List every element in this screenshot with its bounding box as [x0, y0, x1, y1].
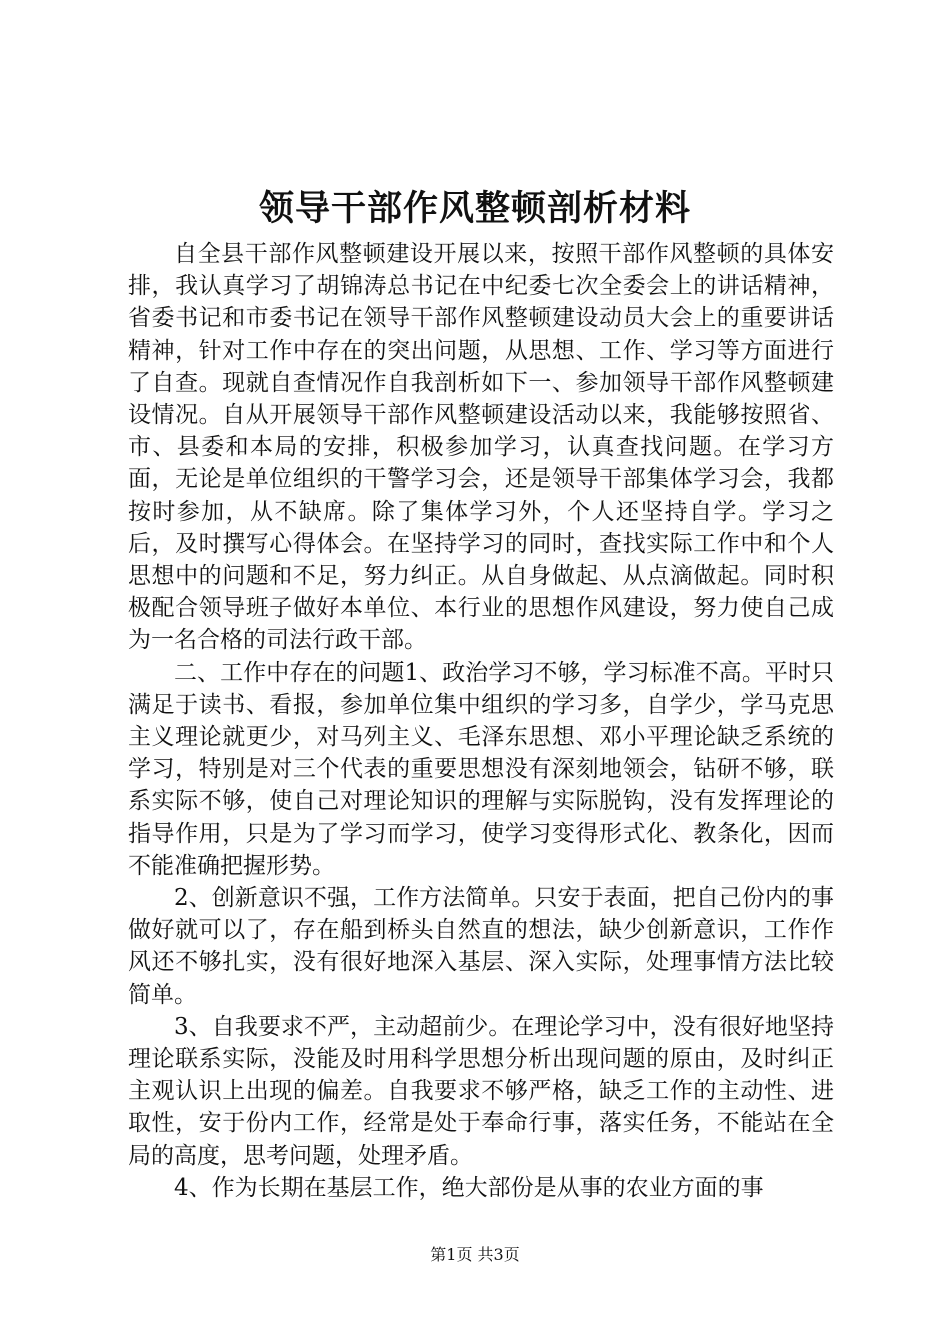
paragraph: 2、创新意识不强，工作方法简单。只安于表面，把自己份内的事做好就可以了，存在船到桥头自然直的想法，缺少创新意识，工作作风还不够扎实，没有很好地深入基层、深入实际，处理事情方法比较简单。: [128, 885, 834, 1008]
document-title: 领导干部作风整顿剖析材料: [258, 188, 691, 229]
paragraph: 4、作为长期在基层工作，绝大部份是从事的农业方面的事: [174, 1174, 764, 1201]
paragraph: 3、自我要求不严，主动超前少。在理论学习中，没有很好地坚持理论联系实际，没能及时用科学思想分析出现问题的原由，及时纠正主观认识上出现的偏差。自我要求不够严格，缺乏工作的主动性、进取性，安于份内工作，经常是处于奉命行事，落实任务，不能站在全局的高度，思考问题，处理矛盾。: [128, 1013, 834, 1169]
document-body: [128, 238, 834, 1204]
paragraph: 二、工作中存在的问题1、政治学习不够，学习标准不高。平时只满足于读书、看报，参加单位集中组织的学习多，自学少，学马克思主义理论就更少，对马列主义、毛泽东思想、邓小平理论缺乏系统的学习，特别是对三个代表的重要思想没有深刻地领会，钻研不够，联系实际不够，使自己对理论知识的理解与实际脱钩，没有发挥理论的指导作用，只是为了学习而学习，使学习变得形式化、教条化，因而不能准确把握形势。: [128, 659, 834, 879]
paragraph: 自全县干部作风整顿建设开展以来，按照干部作风整顿的具体安排，我认真学习了胡锦涛总书记在中纪委七次全委会上的讲话精神，省委书记和市委书记在领导干部作风整顿建设动员大会上的重要讲话精神，针对工作中存在的突出问题，从思想、工作、学习等方面进行了自查。现就自查情况作自我剖析如下一、参加领导干部作风整顿建设情况。自从开展领导干部作风整顿建设活动以来，我能够按照省、市、县委和本局的安排，积极参加学习，认真查找问题。在学习方面，无论是单位组织的干警学习会，还是领导干部集体学习会，我都按时参加，从不缺席。除了集体学习外，个人还坚持自学。学习之后，及时撰写心得体会。在坚持学习的同时，查找实际工作中和个人思想中的问题和不足，努力纠正。从自身做起、从点滴做起。同时积极配合领导班子做好本单位、本行业的思想作风建设，努力使自己成为一名合格的司法行政干部。: [128, 241, 834, 654]
page-number-footer: 第1页 共3页: [430, 1245, 520, 1264]
